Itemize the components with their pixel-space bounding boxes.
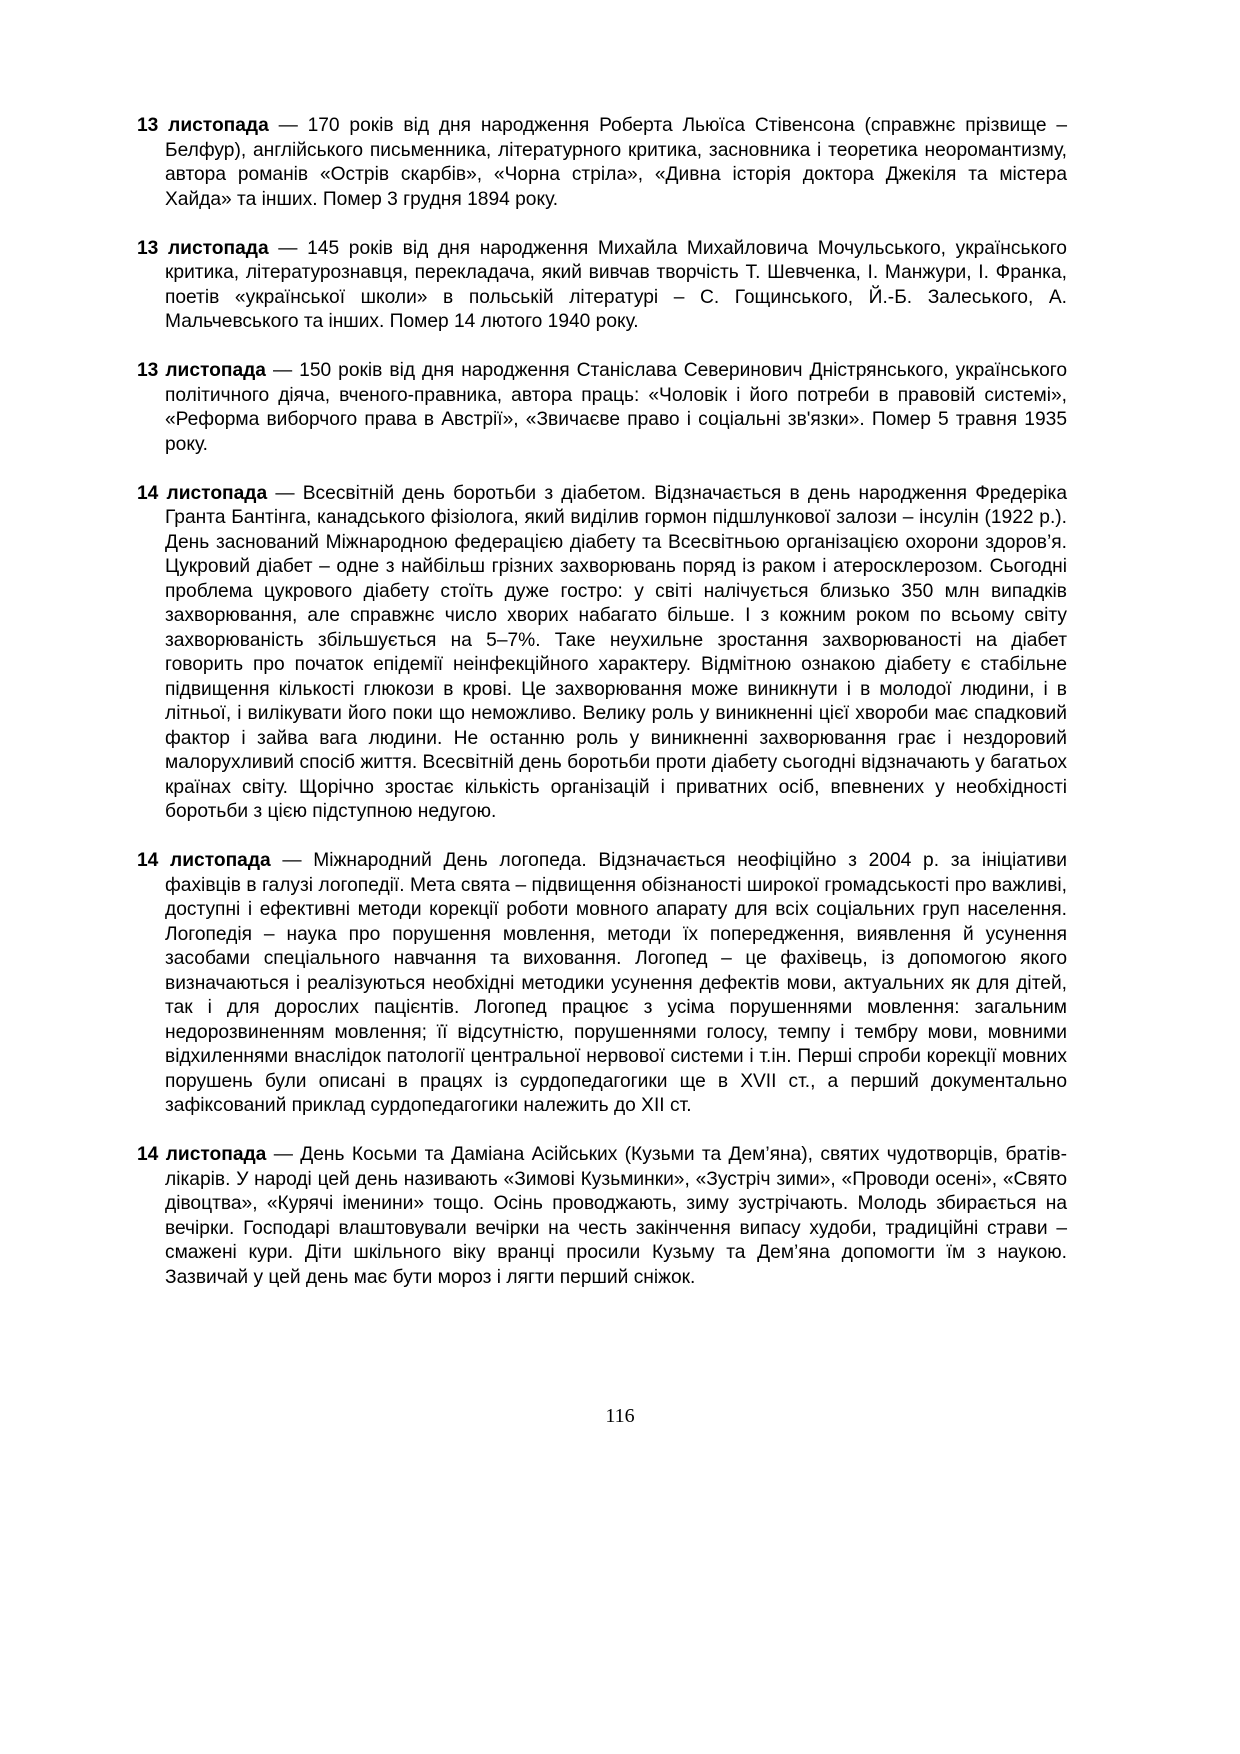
entry-speech-therapist-day — [137, 849, 1067, 1119]
entry-text: — Міжнародний День логопеда. Відзначається неофіційно з 2004 р. за ініціативи фахівців в галузі логопедії. Мета свята – підвищення обізнаності широкої громадськості про важливі, доступні і ефективні методи корекції роботи мовного апарату для всіх соціальних груп населення. Логопедія – наука про порушення мовлення, методи їх попередження, виявлення й усунення засобами спеціального навчання та виховання. Логопед – це фахівець, із допомогою якого визначаються і реалізуються необхідні методики усунення дефектів мови, актуальних як для дітей, так і для дорослих пацієнтів. Логопед працює з усіма порушеннями мовлення: загальним недорозвиненням мовлення; її відсутністю, порушеннями голосу, темпу і тембру мови, мовними відхиленнями внаслідок патології центральної нервової системи і т.ін. Перші спроби корекції мовних порушень були описані в працях із сурдопедагогики ще в XVII ст., а перший документально зафіксований приклад сурдопедагогики належить до XII ст. — [165, 850, 1067, 1116]
entry-text: — 170 років від дня народження Роберта Льюїса Стівенсона (справжнє прізвище – Белфур), англійського письменника, літературного критика, засновника і теоретика неоромантизму, автора романів «Острів скарбів», «Чорна стріла», «Дивна історія доктора Джекіля та містера Хайда» та інших. Помер 3 грудня 1894 року. — [165, 115, 1067, 210]
entry-text: — День Косьми та Даміана Асійських (Кузьми та Дем’яна), святих чудотворців, братів-лікарів. У народі цей день називають «Зимові Кузьминки», «Зустріч зими», «Проводи осені», «Свято дівоцтва», «Курячі іменини» тощо. Осінь проводжають, зиму зустрічають. Молодь збирається на вечірки. Господарі влаштовували вечірки на честь закінчення випасу худоби, традиційні страви – смажені кури. Діти шкільного віку вранці просили Кузьму та Дем’яна допомогти їм з наукою. Зазвичай у цей день має бути мороз і лягти перший сніжок. — [165, 1144, 1067, 1288]
entry-kuzma-demian-day — [137, 1143, 1067, 1290]
entry-date: 13 листопада — [137, 360, 266, 381]
entry-date: 14 листопада — [137, 482, 268, 504]
entry-text: — 150 років від дня народження Станіслава Северинович Дністрянського, українського політичного діяча, вченого-правника, автора праць: «Чоловік і його потреби в правовій системі», «Реформа виборчого права в Австрії», «Звичаєве право і соціальні зв'язки». Помер 5 травня 1935 року. — [165, 360, 1067, 455]
page-content — [137, 114, 1067, 1315]
entry-date: 14 листопада — [137, 850, 271, 871]
entry-text: — 145 років від дня народження Михайла Михайловича Мочульського, українського критика, літературознавця, перекладача, який вивчав творчість Т. Шевченка, І. Манжури, І. Франка, поетів «української школи» в польській літературі – С. Гощинського, Й.-Б. Залеського, А. Мальчевського та інших. Помер 14 лютого 1940 року. — [165, 237, 1067, 332]
entry-date: 14 листопада — [137, 1144, 267, 1165]
entry-date: 13 листопада — [137, 115, 269, 136]
page-number: 116 — [605, 1405, 635, 1427]
entry-mochulskyi — [137, 237, 1067, 335]
entry-date: 13 листопада — [137, 237, 269, 259]
entry-diabetes-day — [137, 482, 1067, 825]
entry-dnistrianskyi — [137, 359, 1067, 457]
entry-text: — Всесвітній день боротьби з діабетом. Відзначається в день народження Фредеріка Гранта Бантінга, канадського фізіолога, який виділив гормон підшлункової залози – інсулін (1922 р.). День заснований Міжнародною федерацією діабету та Всесвітньою організацією охорони здоров’я. Цукровий діабет – одне з найбільш грізних захворювань поряд із раком і атеросклерозом. Сьогодні проблема цукрового діабету стоїть дуже гостро: у світі налічується близько 350 млн випадків захворювання, але справжнє число хворих набагато більше. І з кожним роком по всьому світу захворюваність збільшується на 5–7%. Таке неухильне зростання захворюваності на діабет говорить про початок епідемії неінфекційного характеру. Відмітною ознакою діабету є стабільне підвищення кількості глюкози в крові. Це захворювання може виникнути і в молодої людини, і в літньої, і вилікувати його поки що неможливо. Велику роль у виникненні цієї хвороби має спадковий фактор і зайва вага людини. Не останню роль у виникненні захворювання грає і нездоровий малорухливий спосіб життя. Всесвітній день боротьби проти діабету сьогодні відзначають у багатьох країнах світу. Щорічно зростає кількість організацій і приватних осіб, впевнених у необхідності боротьби з цією підступною недугою. — [165, 482, 1068, 822]
entry-stevenson — [137, 114, 1067, 212]
